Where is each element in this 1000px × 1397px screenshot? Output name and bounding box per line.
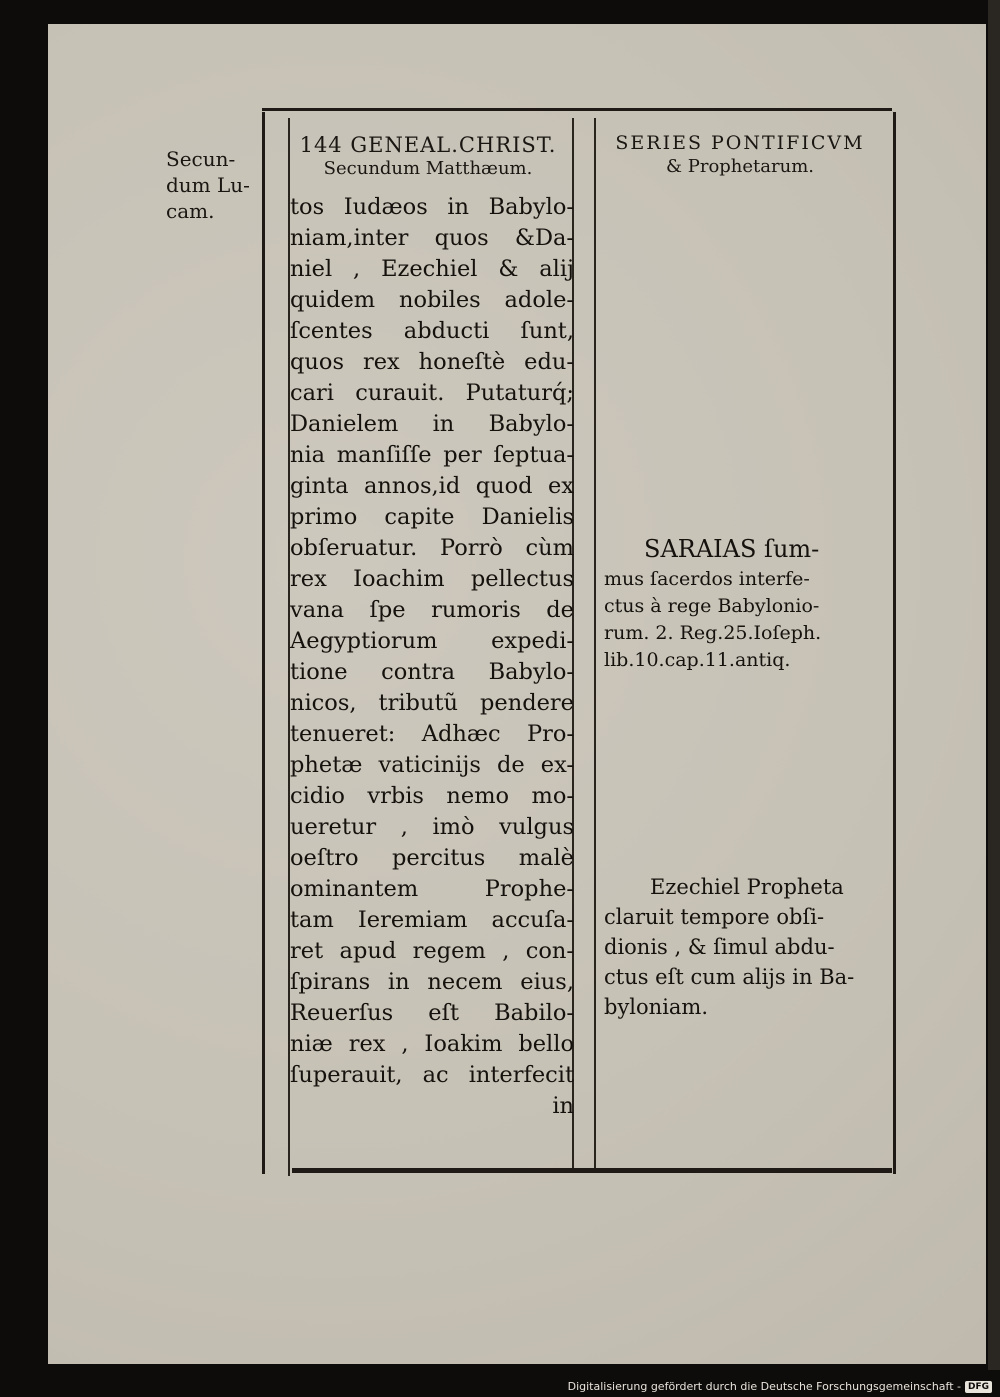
text-line: SARAIAS ſum- bbox=[644, 535, 820, 563]
text-line: tos Iudæos in Babylo- bbox=[290, 194, 574, 220]
center-column-rule-right bbox=[594, 118, 596, 1168]
footer-text: Digitalisierung gefördert durch die Deutsche Forschungsgemeinschaft - bbox=[567, 1380, 961, 1393]
text-line: dionis , & ſimul abdu- bbox=[604, 935, 835, 959]
text-line: Aegyptiorum expedi- bbox=[290, 628, 574, 654]
text-line: ſuperauit, ac interfecit bbox=[290, 1062, 574, 1088]
margin-note-line: dum Lu- bbox=[166, 173, 250, 197]
margin-note-line: Secun- bbox=[166, 147, 236, 171]
text-line: nia manſiſſe per ſeptua- bbox=[290, 442, 574, 468]
text-line: primo capite Danielis bbox=[290, 504, 574, 530]
running-subhead: Secundum Matthæum. bbox=[323, 158, 533, 179]
text-line: oeſtro percitus malè bbox=[290, 845, 574, 871]
text-line: rex Ioachim pellectus bbox=[290, 566, 574, 592]
text-line: niel , Ezechiel & alij bbox=[290, 256, 574, 282]
note-ezechiel bbox=[604, 872, 880, 1022]
text-line: ginta annos,id quod ex bbox=[290, 473, 574, 499]
dfg-logo-icon: DFG bbox=[965, 1381, 992, 1393]
text-line: obſeruatur. Porrò cùm bbox=[290, 535, 574, 561]
main-text-column bbox=[290, 192, 574, 1122]
text-line: ominantem Prophe- bbox=[290, 876, 574, 902]
text-line: ctus eſt cum alijs in Ba- bbox=[604, 965, 855, 989]
column-subhead: & Prophetarum. bbox=[665, 156, 815, 177]
text-line: rum. 2. Reg.25.Ioſeph. bbox=[604, 622, 822, 644]
text-line: tam Ieremiam accuſa- bbox=[290, 907, 574, 933]
text-line: ret apud regem , con- bbox=[290, 938, 574, 964]
running-head: 144 GENEAL.CHRIST. bbox=[299, 133, 557, 157]
text-line: ueretur , imò vulgus bbox=[290, 814, 574, 840]
text-line: quidem nobiles adole- bbox=[290, 287, 574, 313]
header-right bbox=[598, 130, 882, 178]
margin-note bbox=[166, 146, 266, 224]
text-line: Danielem in Babylo- bbox=[290, 411, 574, 437]
text-line: lib.10.cap.11.antiq. bbox=[604, 649, 791, 671]
text-line: cari curauit. Putaturq́; bbox=[290, 380, 574, 406]
text-line: cidio vrbis nemo mo- bbox=[290, 783, 574, 809]
digitization-footer bbox=[568, 1380, 992, 1393]
text-line: tione contra Babylo- bbox=[290, 659, 574, 685]
text-line: niæ rex , Ioakim bello bbox=[290, 1031, 574, 1057]
text-line: nicos, tributũ pendere bbox=[290, 690, 574, 716]
bottom-rule bbox=[292, 1168, 892, 1173]
text-line: ctus à rege Babylonio- bbox=[604, 595, 820, 617]
book-binding-edge bbox=[988, 0, 1000, 1370]
text-line: ſpirans in necem eius, bbox=[290, 969, 574, 995]
column-head: SERIES PONTIFICVM bbox=[615, 132, 865, 154]
text-line: byloniam. bbox=[604, 995, 709, 1019]
text-line: tenueret: Adhæc Pro- bbox=[290, 721, 574, 747]
text-line: niam,inter quos &Da- bbox=[290, 225, 574, 251]
top-rule bbox=[262, 108, 892, 111]
text-line: mus ſacerdos interfe- bbox=[604, 568, 810, 590]
text-line: Ezechiel Propheta bbox=[650, 875, 844, 899]
text-line: ſcentes abducti ſunt, bbox=[290, 318, 574, 344]
text-line: claruit tempore obſi- bbox=[604, 905, 825, 929]
header-left bbox=[282, 132, 574, 180]
margin-note-line: cam. bbox=[166, 199, 215, 223]
text-line: in bbox=[552, 1093, 574, 1119]
text-line: Reuerſus eſt Babilo- bbox=[290, 1000, 574, 1026]
text-line: vana ſpe rumoris de bbox=[290, 597, 574, 623]
note-saraias bbox=[604, 532, 880, 674]
text-line: quos rex honeſtè edu- bbox=[290, 349, 574, 375]
text-line: phetæ vaticinijs de ex- bbox=[290, 752, 574, 778]
